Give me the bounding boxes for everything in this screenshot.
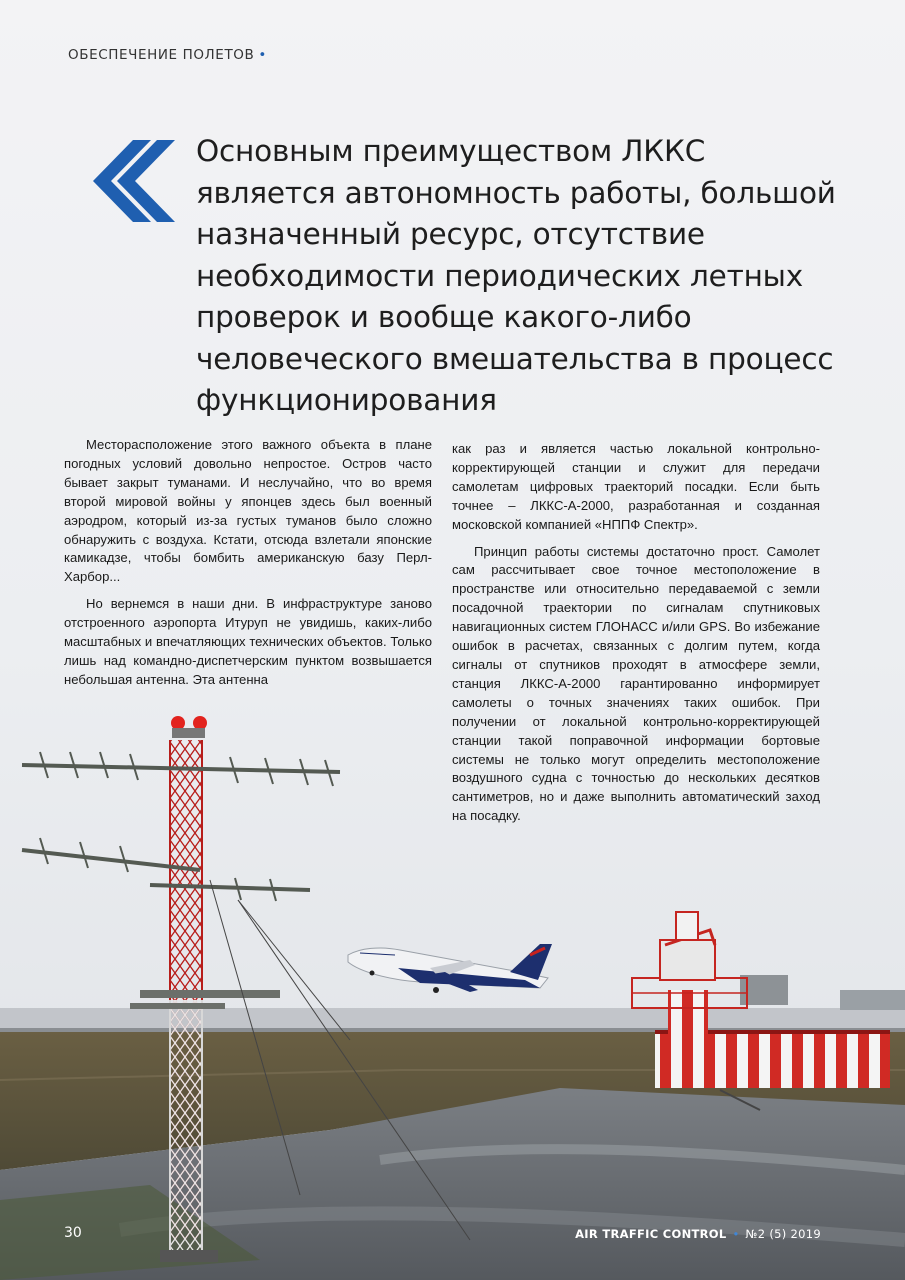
- magazine-footer: [575, 1227, 821, 1241]
- article-column-right: [452, 440, 820, 834]
- pullquote: [196, 131, 856, 422]
- section-dot: •: [258, 47, 267, 63]
- article-paragraph: Но вернемся в наши дни. В инфраструктуре заново отстроенного аэропорта Итуруп не увидишь, каких-либо масштабных и впечатляющих технических объектов. Только лишь над командно-диспетчерским пунктом возвышается небольшая антенна. Эта антенна: [64, 596, 432, 687]
- section-label: [68, 47, 267, 63]
- pullquote-line: человеческого вмешательства в процесс: [196, 341, 834, 376]
- pullquote-line: функционирования: [196, 383, 497, 417]
- article-column-left: [64, 436, 432, 698]
- pullquote-line: назначенный ресурс, отсутствие: [196, 217, 705, 251]
- section-title: ОБЕСПЕЧЕНИЕ ПОЛЕТОВ: [68, 47, 255, 63]
- article-paragraph: как раз и является частью локальной контрольно-корректирующей станции и служит для передачи самолетам цифровых траекторий посадки. Если быть точнее – ЛККС-А-2000, разработанная и созданная московской компанией «НППФ Спектр».: [452, 441, 820, 532]
- magazine-name: AIR TRAFFIC CONTROL: [575, 1227, 727, 1241]
- article-paragraph: Принцип работы системы достаточно прост. Самолет сам рассчитывает свое точное местоположение в пространстве или относительно передаваемой с земли посадочной траектории по сигналам спутниковых навигационных систем ГЛОНАСС и/или GPS. Во избежание ошибок в расчетах, связанных с долгим путем, когда сигналы от спутников проходят в атмосфере земли, станция ЛККС-А-2000 гарантированно информирует самолеты о точных значениях таких ошибок. При получении от локальной контрольно-корректирующей станции такой поправочной информации бортовые системы не только могут определить местоположение воздушного судна с точностью до нескольких десятков сантиметров, но и даже выполнить автоматический заход на посадку.: [452, 543, 820, 824]
- double-left-chevron-quote-icon: [93, 140, 175, 222]
- page-number: 30: [64, 1225, 82, 1241]
- pullquote-line: является автономность работы, большой: [196, 175, 836, 210]
- pullquote-line: Основным преимуществом ЛККС: [196, 134, 706, 168]
- article-paragraph: Месторасположение этого важного объекта в плане погодных условий довольно непростое. Остров часто бывает закрыт туманами. И неслучайно, что во время второй мировой войны у японцев здесь был военный аэродром, который из-за густых туманов было сложно обнаружить с воздуха. Кстати, отсюда взлетали японские камикадзе, чтобы бомбить американскую базу Перл-Харбор...: [64, 437, 432, 585]
- footer-dot: •: [732, 1227, 740, 1241]
- issue-number: №2 (5) 2019: [745, 1227, 821, 1241]
- pullquote-line: необходимости периодических летных: [196, 258, 804, 293]
- pullquote-line: проверок и вообще какого-либо: [196, 300, 692, 334]
